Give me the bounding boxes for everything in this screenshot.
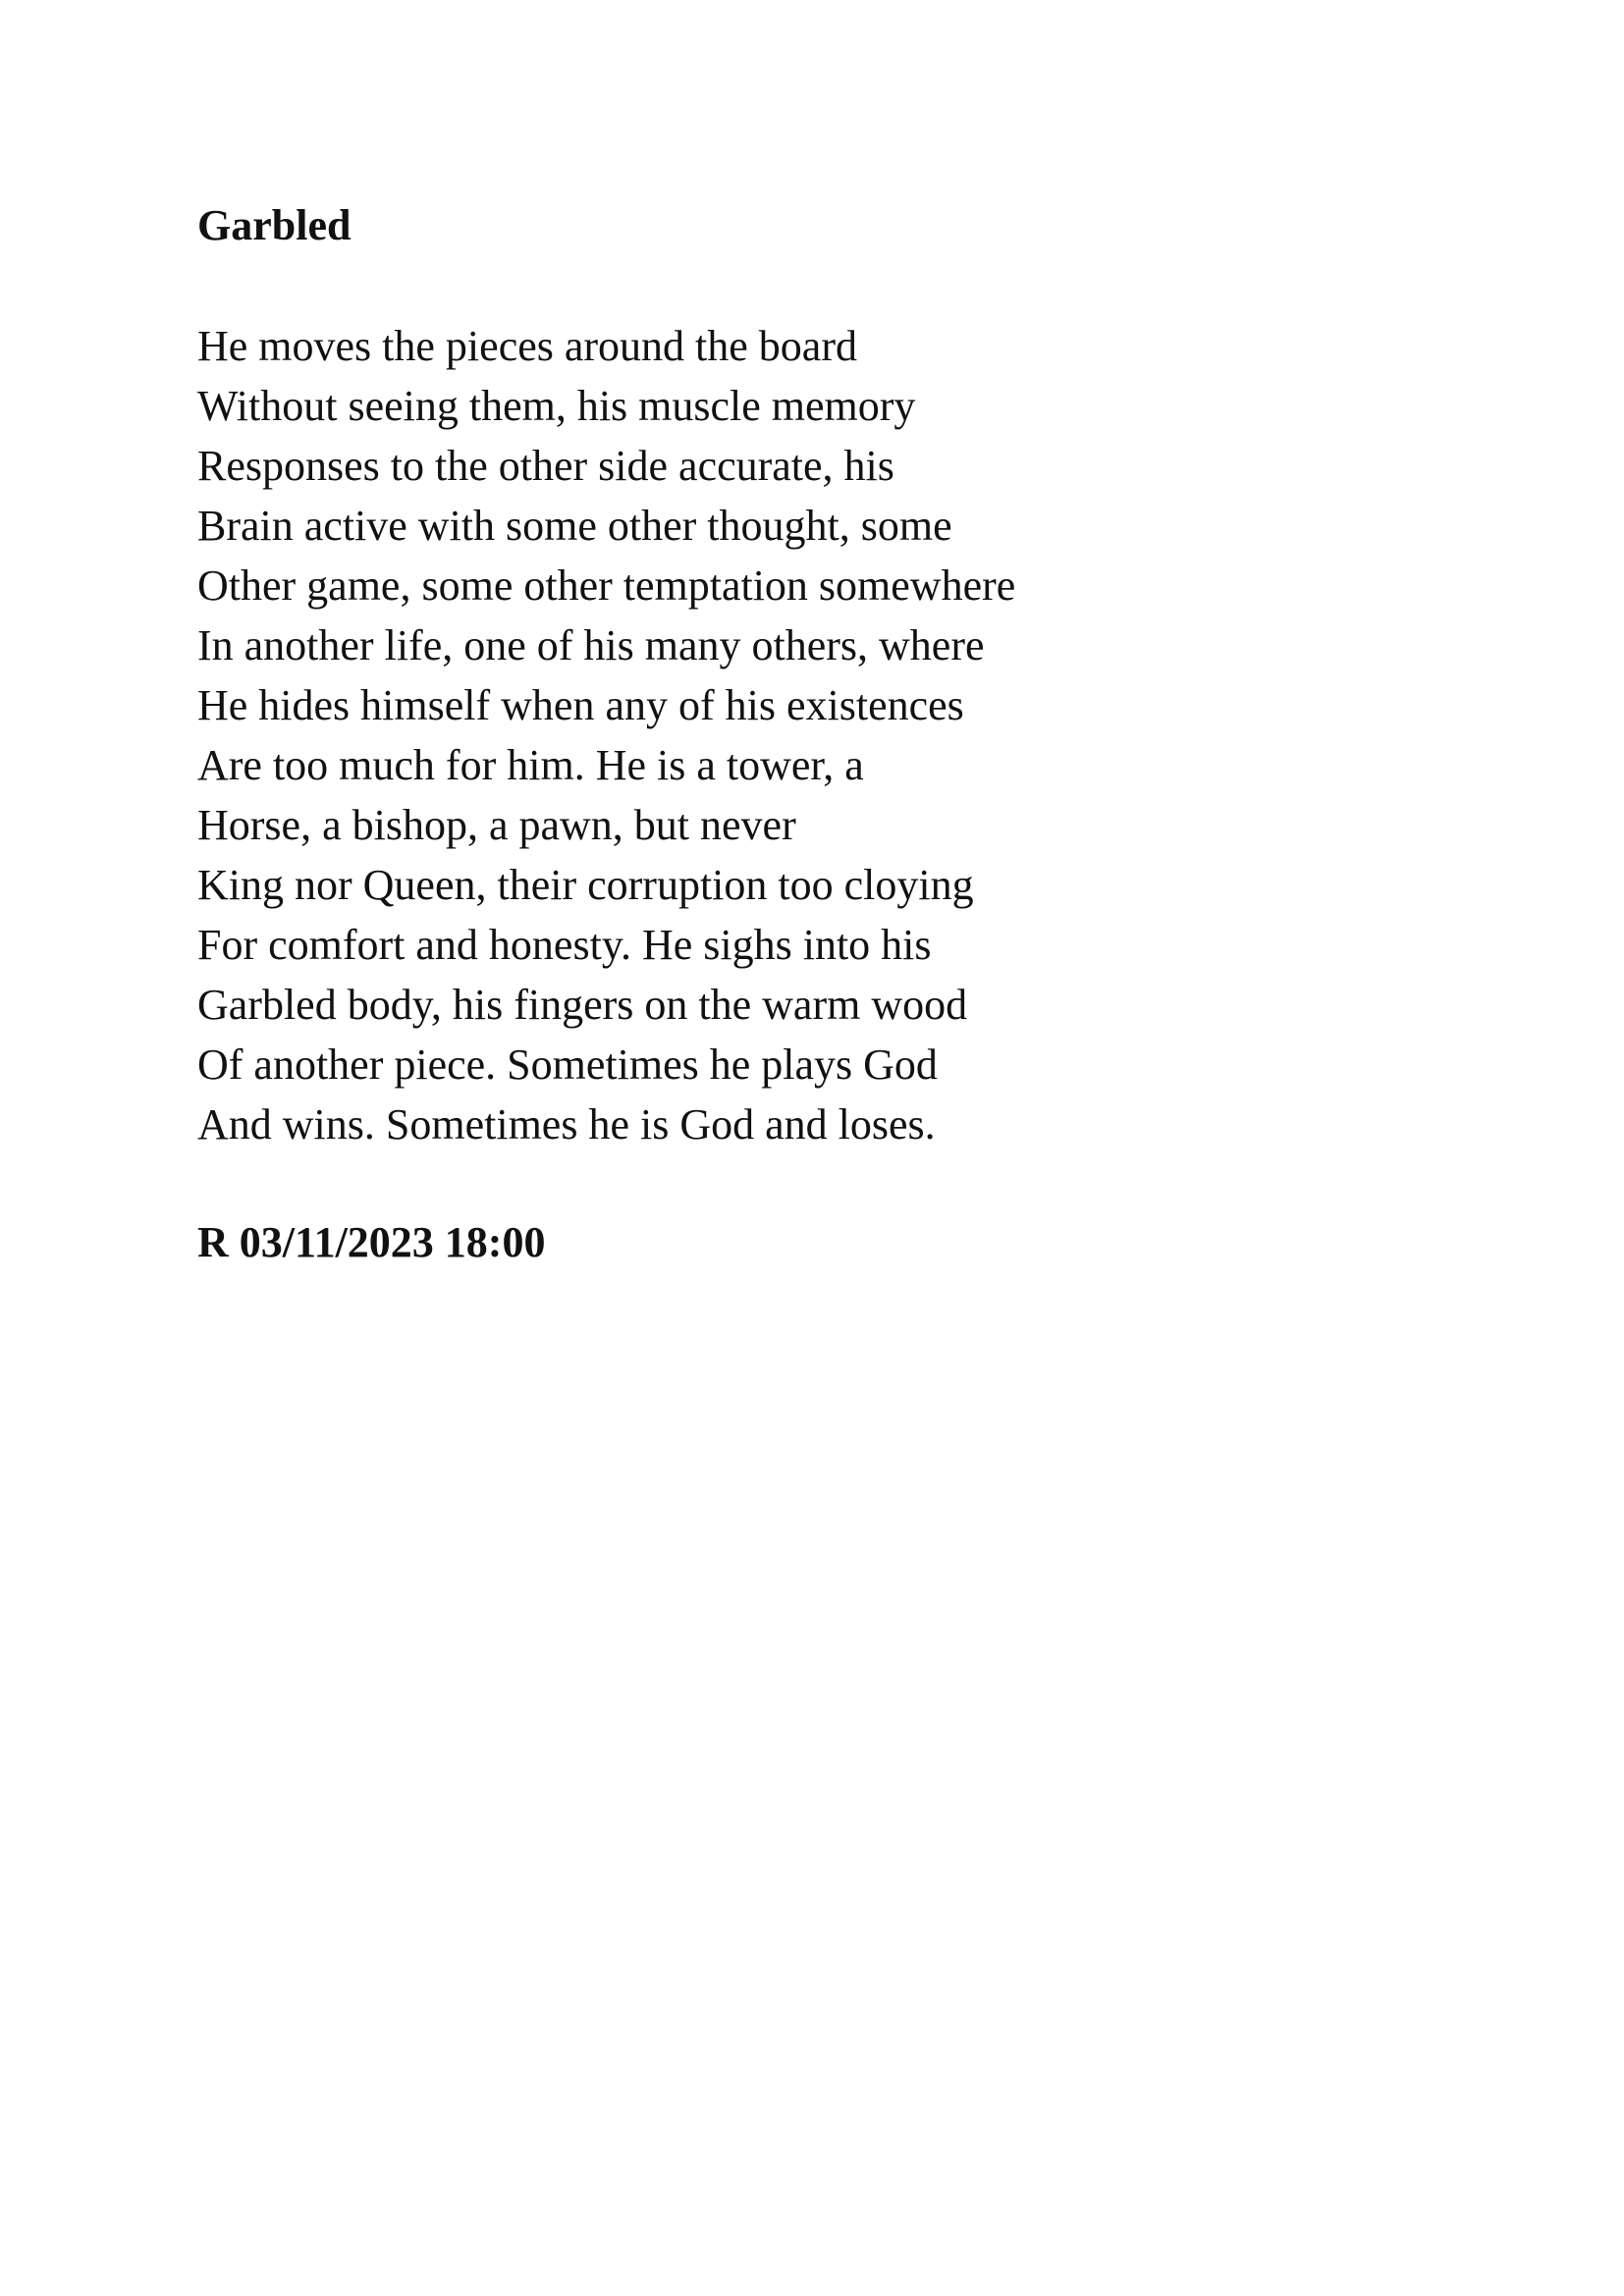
poem-line: In another life, one of his many others, where [197,621,985,669]
poem-line: He hides himself when any of his existences [197,681,964,729]
poem-line: Without seeing them, his muscle memory [197,382,916,430]
poem-line: Horse, a bishop, a pawn, but never [197,801,796,849]
poem-title: Garbled [197,201,352,249]
poem-line: Other game, some other temptation somewhere [197,561,1016,610]
poem-line: And wins. Sometimes he is God and loses. [197,1100,936,1148]
signature-date: R 03/11/2023 18:00 [197,1218,546,1266]
poem-line: Are too much for him. He is a tower, a [197,741,864,789]
poem-line: Of another piece. Sometimes he plays God [197,1041,938,1089]
poem-line: Garbled body, his fingers on the warm wood [197,981,968,1029]
poem-line: King nor Queen, their corruption too cloying [197,861,974,909]
poem-body [197,316,1015,1154]
poem-line: For comfort and honesty. He sighs into his [197,921,932,969]
poem-line: He moves the pieces around the board [197,322,857,370]
poem-line: Responses to the other side accurate, his [197,442,894,490]
poem-line: Brain active with some other thought, some [197,502,952,550]
